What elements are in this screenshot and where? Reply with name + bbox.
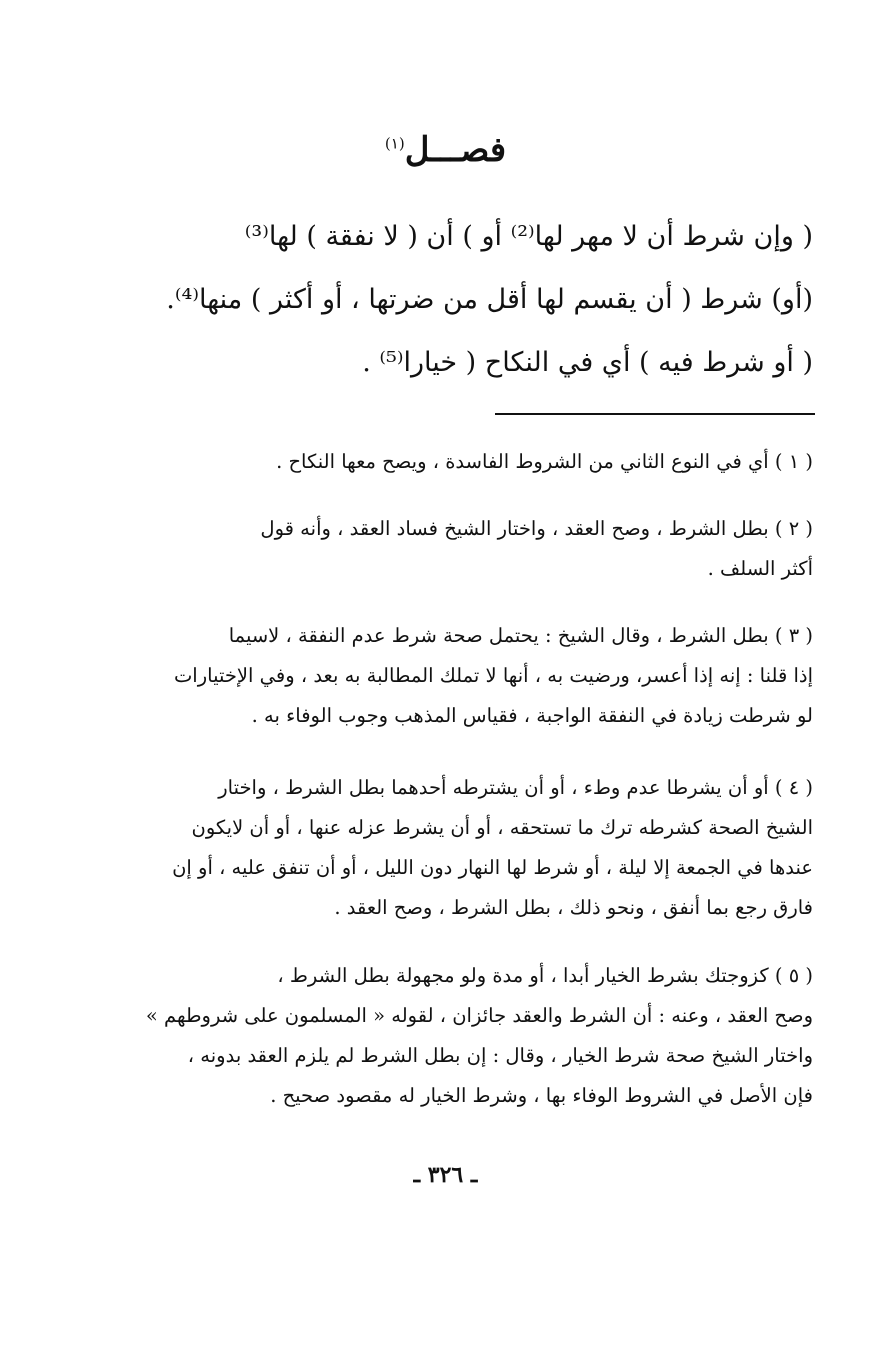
page-number: ـ ٣٢٦ ـ [413, 1162, 478, 1188]
footnote-5 [68, 956, 813, 1116]
footnote-line: إذا قلنا : إنه إذا أعسر، ورضيت به ، أنها لا تملك المطالبة به بعد ، وفي الإختيارات [173, 664, 813, 687]
footnote-line: فارق رجع بما أنفق ، ونحو ذلك ، بطل الشرط ، وصح العقد . [334, 896, 813, 919]
footnote-separator [495, 413, 815, 415]
main-text [73, 205, 813, 394]
main-line: ( وإن شرط أن لا مهر لها⁽²⁾ أو ) أن ( لا نفقة ) لها⁽³⁾ [244, 221, 813, 252]
footnote-line: ( ٣ ) بطل الشرط ، وقال الشيخ : يحتمل صحة شرط عدم النفقة ، لاسيما [228, 624, 813, 647]
main-line: (أو) شرط ( أن يقسم لها أقل من ضرتها ، أو أكثر ) منها⁽⁴⁾. [166, 284, 813, 315]
footnote-line: الشيخ الصحة كشرطه ترك ما تستحقه ، أو أن يشرط عزله عنها ، أو أن لايكون [191, 816, 813, 839]
footnote-line: عندها في الجمعة إلا ليلة ، أو شرط لها النهار دون الليل ، أو أن تنفق عليه ، أو إن [172, 856, 813, 879]
footnote-line: ( ٤ ) أو أن يشرطا عدم وطء ، أو أن يشترطه أحدهما بطل الشرط ، واختار [218, 776, 813, 799]
footnote-line: فإن الأصل في الشروط الوفاء بها ، وشرط الخيار له مقصود صحيح . [270, 1084, 813, 1107]
footnote-line: ( ٥ ) كزوجتك بشرط الخيار أبدا ، أو مدة ولو مجهولة بطل الشرط ، [277, 964, 813, 987]
main-line: ( أو شرط فيه ) أي في النكاح ( خيارا⁽⁵⁾ . [362, 347, 813, 378]
heading-footnote-marker: (١) [384, 134, 405, 153]
heading-title: فصـــل [404, 130, 507, 170]
footnote-line: ( ٢ ) بطل الشرط ، وصح العقد ، واختار الشيخ فساد العقد ، وأنه قول [260, 517, 813, 540]
footnote-3 [68, 616, 813, 736]
footnote-line: لو شرطت زيادة في النفقة الواجبة ، فقياس المذهب وجوب الوفاء به . [251, 704, 813, 727]
footnote-line: وصح العقد ، وعنه : أن الشرط والعقد جائزان ، لقوله « المسلمون على شروطهم » [145, 1004, 813, 1027]
section-heading [0, 130, 891, 170]
footnote-2 [68, 509, 813, 589]
footnote-line: واختار الشيخ صحة شرط الخيار ، وقال : إن بطل الشرط لم يلزم العقد بدونه ، [187, 1044, 813, 1067]
footnote-4 [68, 768, 813, 928]
footnote-line: ( ١ ) أي في النوع الثاني من الشروط الفاسدة ، ويصح معها النكاح . [276, 450, 813, 473]
footnote-line: أكثر السلف . [707, 557, 813, 580]
footnote-1 [68, 442, 813, 482]
